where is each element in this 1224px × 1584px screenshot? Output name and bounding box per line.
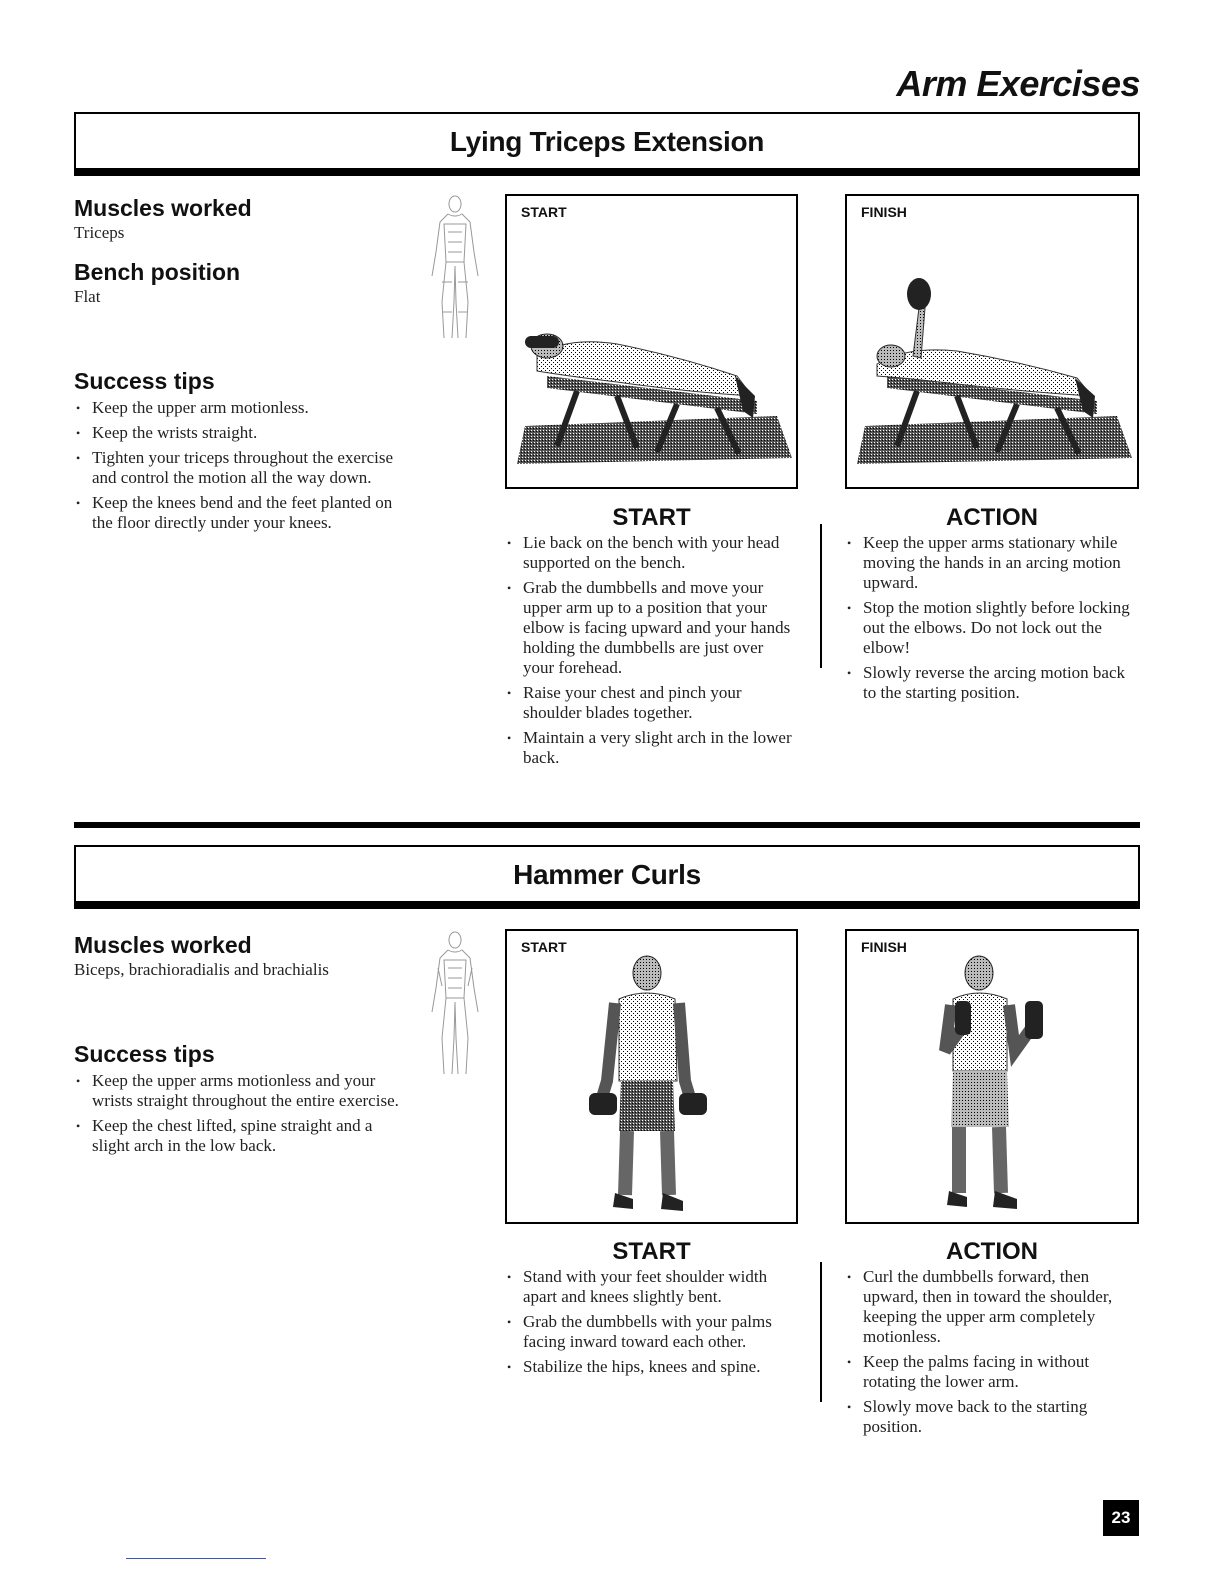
list-item: • Keep the wrists straight. [74,423,414,443]
muscle-anatomy-figure [418,192,492,342]
list-item: • Stabilize the hips, knees and spine. [505,1357,795,1377]
page-number: 23 [1103,1500,1139,1536]
list-item: • Slowly move back to the starting position. [845,1397,1135,1437]
start-steps-list [505,1267,795,1382]
list-item: • Keep the upper arms stationary while moving the hands in an arcing motion upward. [845,533,1135,593]
muscles-worked-value: Triceps [74,223,125,242]
list-item: • Grab the dumbbells with your palms facing inward toward each other. [505,1312,795,1352]
finish-photo-label: FINISH [861,939,907,955]
action-steps-list [845,533,1135,708]
list-item: • Raise your chest and pinch your shoulder blades together. [505,683,795,723]
start-photo-frame [505,929,798,1224]
list-item: • Stand with your feet shoulder width apart and knees slightly bent. [505,1267,795,1307]
finish-position-photo [847,931,1141,1226]
column-divider [820,1262,822,1402]
success-tips-heading: Success tips [74,1041,215,1067]
success-tips-list [74,398,414,538]
exercise-title: Lying Triceps Extension [449,126,765,157]
success-tips-list [74,1071,414,1161]
exercise-title-banner [74,112,1140,176]
list-item: • Lie back on the bench with your head supported on the bench. [505,533,795,573]
list-item: • Curl the dumbbells forward, then upward, then in toward the shoulder, keeping the upper arm completely motionless. [845,1267,1135,1347]
list-item: • Stop the motion slightly before locking out the elbows. Do not lock out the elbow! [845,598,1135,658]
list-item: • Slowly reverse the arcing motion back to the starting position. [845,663,1135,703]
muscles-worked-heading: Muscles worked [74,932,252,958]
bench-position-value: Flat [74,287,101,306]
finish-photo-label: FINISH [861,204,907,220]
muscles-worked-heading: Muscles worked [74,195,252,221]
start-steps-list [505,533,795,773]
muscles-worked-value: Biceps, brachioradialis and brachialis [74,960,329,979]
list-item: • Keep the upper arm motionless. [74,398,414,418]
footer-line [126,1558,266,1559]
list-item: • Grab the dumbbells and move your upper arm up to a position that your elbow is facing upward and your hands holding the dumbbells are just over your forehead. [505,578,795,678]
list-item: • Keep the upper arms motionless and your wrists straight throughout the entire exercise. [74,1071,414,1111]
column-divider [820,524,822,668]
list-item: • Keep the knees bend and the feet planted on the floor directly under your knees. [74,493,414,533]
start-heading: START [612,1238,691,1265]
finish-photo-frame [845,929,1139,1224]
exercise-title: Hammer Curls [513,859,701,890]
muscle-anatomy-figure [418,928,492,1078]
start-photo-frame [505,194,798,489]
action-heading: ACTION [946,1238,1038,1265]
start-position-photo [507,931,800,1226]
start-photo-label: START [521,204,567,220]
success-tips-heading: Success tips [74,368,215,394]
section-divider [74,822,1140,828]
bench-position-heading: Bench position [74,259,241,285]
list-item: • Maintain a very slight arch in the lower back. [505,728,795,768]
list-item: • Tighten your triceps throughout the exercise and control the motion all the way down. [74,448,414,488]
action-heading: ACTION [946,504,1038,531]
exercise-title-banner [74,845,1140,909]
start-photo-label: START [521,939,567,955]
action-steps-list [845,1267,1135,1442]
start-position-photo [507,196,800,491]
list-item: • Keep the chest lifted, spine straight and a slight arch in the low back. [74,1116,414,1156]
finish-photo-frame [845,194,1139,489]
start-heading: START [612,504,691,531]
finish-position-photo [847,196,1141,491]
page-title: Arm Exercises [896,63,1140,104]
list-item: • Keep the palms facing in without rotating the lower arm. [845,1352,1135,1392]
